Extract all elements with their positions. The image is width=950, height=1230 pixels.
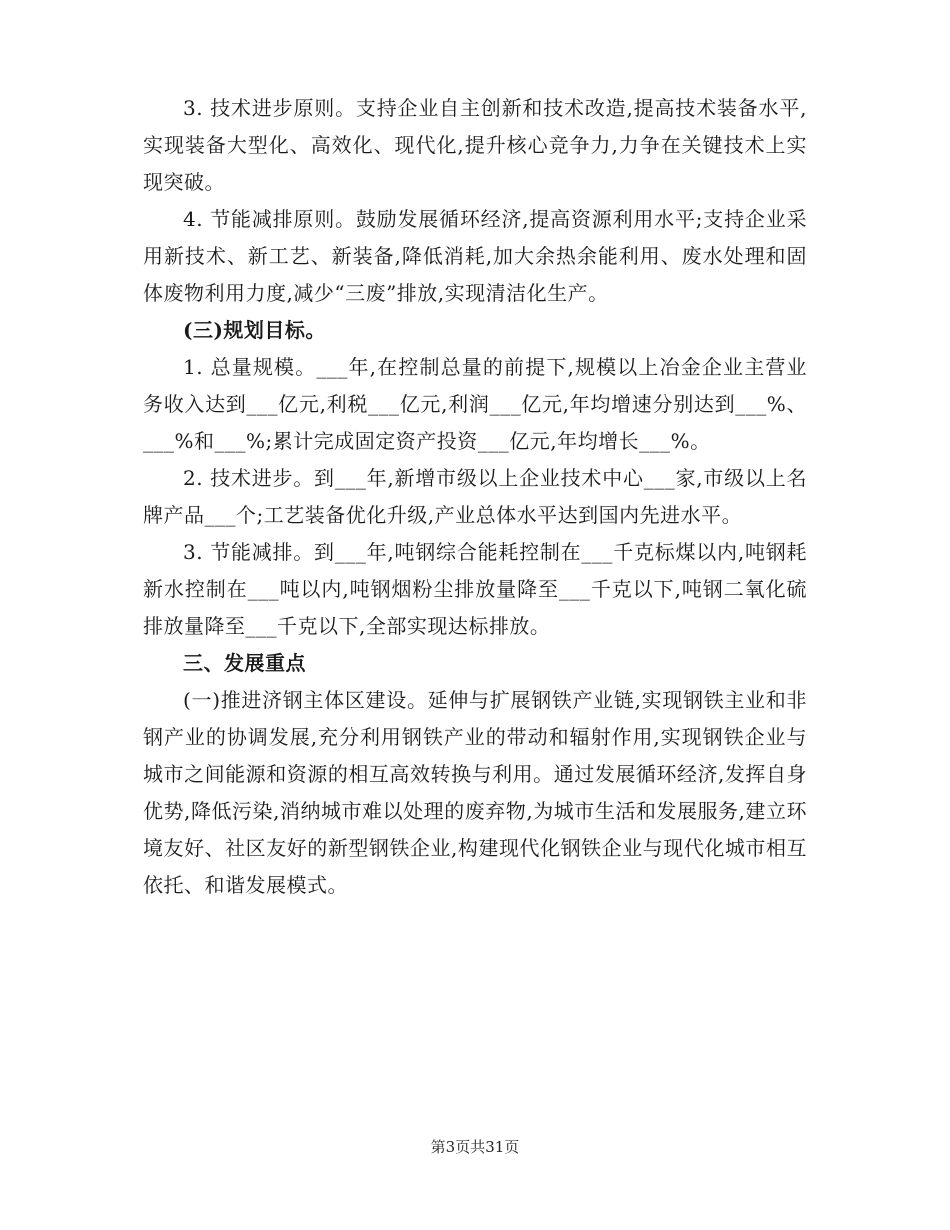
page-number-footer: 第3页共31页 <box>430 1138 520 1156</box>
paragraph-energy-saving-principle: 4. 节能减排原则。鼓励发展循环经济,提高资源利用水平;支持企业采用新技术、新工艺、新装备,降低消耗,加大余热余能利用、废水处理和固体废物利用力度,减少“三废”排放,实现清洁化生产。 <box>143 207 807 305</box>
paragraph-technical-progress: 2. 技术进步。到___年,新增市级以上企业技术中心___家,市级以上名牌产品___个;工艺装备优化升级,产业总体水平达到国内先进水平。 <box>143 466 807 527</box>
paragraph-jigang-main-area: (一)推进济钢主体区建设。延伸与扩展钢铁产业链,实现钢铁主业和非钢产业的协调发展,充分利用钢铁产业的带动和辐射作用,实现钢铁企业与城市之间能源和资源的相互高效转换与利用。通过发展循环经济,发挥自身优势,降低污染,消纳城市难以处理的废弃物,为城市生活和发展服务,建立环境友好、社区友好的新型钢铁企业,构建现代化钢铁企业与现代化城市相互依托、和谐发展模式。 <box>143 688 807 897</box>
section-heading-development-focus: 三、发展重点 <box>183 651 306 675</box>
paragraph-total-scale: 1. 总量规模。___年,在控制总量的前提下,规模以上冶金企业主营业务收入达到___亿元,利税___亿元,利润___亿元,年均增速分别达到___%、___%和___%;累计完成固定资产投资___亿元,年均增长___%。 <box>143 355 807 453</box>
paragraph-tech-progress-principle: 3. 技术进步原则。支持企业自主创新和技术改造,提高技术装备水平,实现装备大型化、高效化、现代化,提升核心竞争力,力争在关键技术上实现突破。 <box>143 96 807 194</box>
paragraph-energy-reduction: 3. 节能减排。到___年,吨钢综合能耗控制在___千克标煤以内,吨钢耗新水控制在___吨以内,吨钢烟粉尘排放量降至___千克以下,吨钢二氧化硫排放量降至___千克以下,全部实现达标排放。 <box>143 540 807 638</box>
section-heading-planning-goals: (三)规划目标。 <box>183 318 326 342</box>
document-body <box>143 90 807 904</box>
